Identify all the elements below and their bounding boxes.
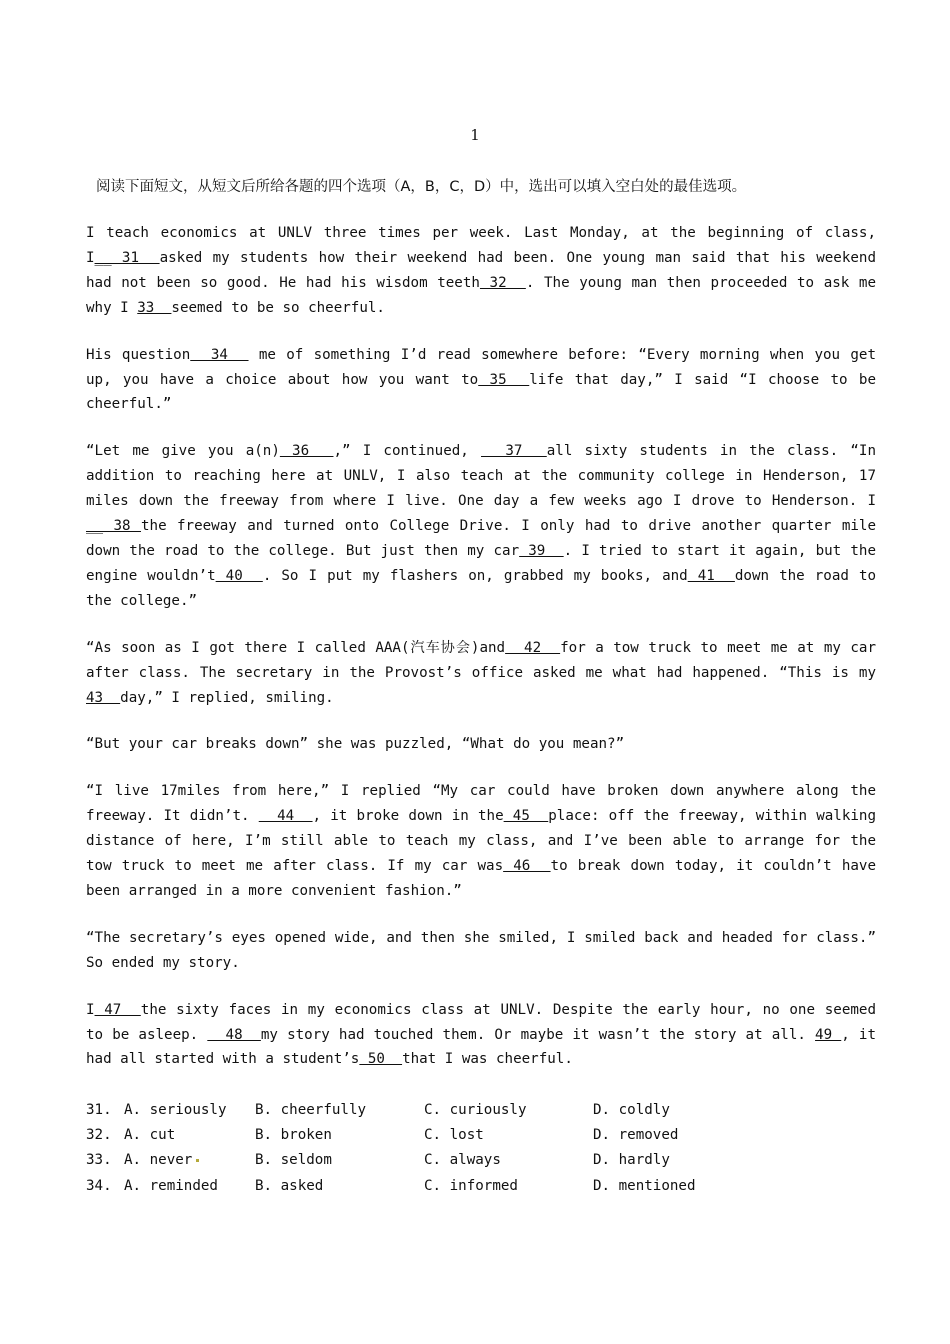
paragraph: [86, 998, 876, 1073]
option-c: C. lost: [424, 1127, 484, 1144]
option-a: A. cut: [124, 1127, 176, 1144]
option-b: B. seldom: [255, 1152, 332, 1169]
ink-speck: [196, 1159, 199, 1162]
passage-text: to break down today, it couldn’t have been arranged in a more convenient fashion.”: [86, 858, 876, 899]
option-d: D. hardly: [593, 1152, 670, 1169]
passage-text: asked my students how their weekend had been. One young man said that his weekend had not been so good. He had his wisdom teeth: [86, 249, 876, 291]
passage-text: seemed to be so cheerful.: [171, 299, 385, 316]
option-a: [124, 1148, 255, 1173]
blank: 34: [190, 346, 249, 363]
blank: 40: [215, 567, 263, 584]
passage-text: day,” I replied, smiling.: [120, 689, 334, 706]
passage-text: “As soon as I got there I called AAA(汽车协会)and: [86, 639, 506, 656]
option-b: B. cheerfully: [255, 1102, 367, 1118]
passage-text: the sixty faces in my economics class at UNLV. Despite the early hour, no one seemed to be asleep.: [86, 1001, 876, 1043]
page-number: 1: [470, 126, 480, 144]
passage-text: , it had all started with a student’s: [86, 1026, 876, 1068]
passage-text: me of something I’d read somewhere before: “Every morning when you get up, you have a choice about how you want to: [86, 346, 877, 388]
passage-text: I: [86, 1001, 95, 1018]
passage-text: “But your car breaks down” she was puzzled, “What do you mean?”: [86, 736, 625, 753]
blank: 39: [519, 542, 564, 559]
paragraph: [86, 221, 876, 321]
passage-text: that I was cheerful.: [402, 1051, 573, 1068]
blank: 50: [359, 1051, 403, 1068]
passage-text: . So I put my flashers on, grabbed my books, and: [262, 567, 688, 584]
paragraph: [86, 732, 876, 757]
option-c: C. curiously: [424, 1102, 527, 1118]
passage-text: place: off the freeway, within walking distance of here, I’m still able to teach my class, and I’ve been able to arrange for the tow truck to meet me after class. If my car was: [86, 808, 876, 875]
passage-text: . I tried to start it again, but the engine wouldn’t: [86, 542, 876, 584]
paragraph: [86, 439, 876, 613]
blank: 41: [687, 567, 735, 584]
paragraph: [86, 636, 876, 711]
option-d: D. coldly: [593, 1102, 670, 1118]
option-b: B. asked: [255, 1177, 324, 1194]
blank: 47: [94, 1001, 141, 1018]
question-number: 31.: [86, 1102, 112, 1118]
blank: 44: [258, 808, 313, 825]
passage-text: “Let me give you a(n): [86, 443, 280, 460]
passage-text: “I live 17miles from here,” I replied “My car could have broken down anywhere along the freeway. It didn’t.: [86, 783, 876, 825]
passage-text: , it broke down in the: [312, 808, 504, 825]
blank: 48: [207, 1026, 261, 1043]
option-d: D. mentioned: [593, 1177, 696, 1194]
blank: 42: [505, 639, 561, 656]
option-c: C. always: [424, 1152, 501, 1169]
blank: 45: [503, 808, 549, 825]
option-row: [86, 1098, 786, 1123]
blank: 46: [503, 858, 551, 875]
paragraph: [86, 779, 876, 904]
blank: 35: [478, 371, 530, 388]
instructions: 阅读下面短文，从短文后所给各题的四个选项（A，B，C，D）中，选出可以填入空白处的最佳选项。: [96, 179, 747, 195]
option-b: B. broken: [255, 1127, 332, 1144]
blank: __ 31: [94, 249, 160, 266]
passage-text: the freeway and turned onto College Drive. I only had to drive another quarter mile down the road to the college. But just then my car: [86, 518, 877, 559]
option-d: D. removed: [593, 1127, 679, 1144]
paragraph: [86, 926, 876, 976]
answer-options: [86, 1098, 786, 1199]
blank: 36: [279, 443, 334, 460]
question-number: 33.: [86, 1152, 112, 1169]
passage-text: down the road to the college.”: [86, 567, 877, 609]
option-c: C. informed: [424, 1177, 518, 1194]
question-number: 34.: [86, 1177, 112, 1194]
option-a-text: A. never: [124, 1152, 193, 1169]
passage-text: ,” I continued,: [333, 443, 482, 460]
blank: 37: [481, 443, 547, 460]
passage-text: for a tow truck to meet me at my car after class. The secretary in the Provost’s office asked me what had happened. “This is my: [86, 639, 877, 681]
paragraph: [86, 343, 876, 418]
option-a: A. reminded: [124, 1177, 218, 1194]
blank: 43: [86, 689, 121, 706]
blank: 32: [479, 274, 526, 291]
passage-text: all sixty students in the class. “In addition to reaching here at UNLV, I also teach at the community college in Henderson, 17 miles down the freeway from where I live. One day a few weeks ago I drove to Henderson. I: [86, 443, 877, 510]
option-row: [86, 1148, 786, 1173]
blank: 49: [815, 1026, 842, 1043]
passage-text: . The young man then proceeded to ask me why I: [86, 274, 877, 316]
option-row: [86, 1123, 786, 1148]
passage: [86, 221, 876, 1094]
passage-text: I teach economics at UNLV three times per week. Last Monday, at the beginning of class, I: [86, 225, 876, 266]
option-a: A. seriously: [124, 1102, 227, 1118]
option-row: [86, 1174, 786, 1199]
passage-text: His question: [86, 346, 191, 363]
question-number: 32.: [86, 1127, 112, 1144]
blank: __ 38: [86, 518, 141, 535]
passage-text: “The secretary’s eyes opened wide, and then she smiled, I smiled back and headed for class.” So ended my story.: [86, 929, 876, 971]
passage-text: life that day,” I said “I choose to be cheerful.”: [86, 371, 876, 413]
blank: 33: [137, 299, 172, 316]
passage-text: my story had touched them. Or maybe it wasn’t the story at all.: [260, 1026, 816, 1043]
